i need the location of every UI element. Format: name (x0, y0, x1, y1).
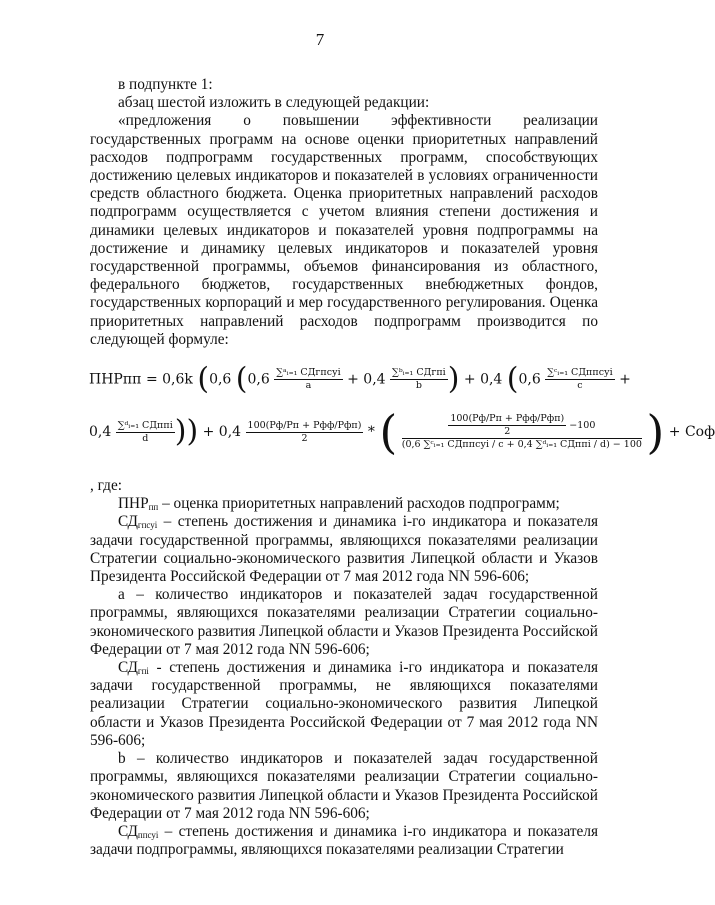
fraction-5: $\frac{\text{100(Рф/Рп + Рфф/Рфп)}}{2}$ (247, 419, 362, 444)
multiply-sign: * (367, 424, 375, 441)
coef: 0,6 (518, 371, 541, 388)
coef: 0,4 (89, 424, 112, 441)
intro-line-1: в подпункте 1: (118, 76, 213, 93)
document-body (89, 76, 715, 859)
coef: + 0,4 (463, 371, 503, 388)
coef: + 0,4 (347, 371, 386, 388)
definition-sdgp: $СД_{гпi}$ - степень достижения и динамика i-го индикатора и показателя задачи государственной программы, не являющихся показателями реализации Стратегии социально-экономического развития Липецкой области и Указов Президента Российской Федерации от 7 мая 2012 года NN 596-606; (90, 659, 598, 749)
definition-b: b – количество индикаторов и показателей задач государственной программы, являющихся показателями реализации Стратегии социально-экономического развития Липецкой области и Указов Президента Российской Федерации от 7 мая 2012 года NN 596-606; (90, 750, 598, 822)
fraction-4: $\frac{\text{∑ᵈᵢ₌₁ СДппi}}{d}$ (117, 419, 173, 444)
formula (89, 361, 715, 475)
definition-sdppsu: $СД_{ппсуi}$ – степень достижения и динамика i-го индикатора и показателя задачи подпрограммы, являющихся показателями реализации Стратегии (90, 822, 598, 859)
formula-tail: + Соф (668, 424, 715, 441)
fraction-2: $\frac{\text{∑ᵇᵢ₌₁ СДгпi}}{b}$ (392, 367, 446, 392)
coef: + 0,4 (202, 424, 242, 441)
definition-pnr: $ПНР_{пп}$ – оценка приоритетных направлений расходов подпрограмм; (118, 495, 560, 513)
page-number: 7 (315, 30, 325, 49)
formula-line-1: ПНРпп = 0,6k (0,6 (0,6 $\frac{\text{∑ᵃᵢ₌₁ СДгпсуi}}{a}$ + 0,4 $\frac{\text{∑ᵇᵢ₌₁ СДгпi}}{b}$ ) + 0,4 (0,6 $\frac{\text{∑ᶜᵢ₌₁ СДппсуi}}{c}$ + (89, 361, 631, 397)
plus-sign: + (619, 371, 631, 388)
formula-line-2: 0,4 $\frac{\text{∑ᵈᵢ₌₁ СДппi}}{d}$ )) + 0,4 $\frac{\text{100(Рф/Рп + Рфф/Рфп)}}{2}$ * ( $\frac{\text{100(Рф/Рп + Рфф/Рфп)}}{2}$ −100 (0,6 ∑ᶜᵢ₌₁ СДппсуi / c + 0,4 ∑ᵈᵢ₌₁ СДппi / d) − 100 ) + Соф (89, 405, 715, 460)
coef: 0,6 (247, 371, 270, 388)
intro-line-2: абзац шестой изложить в следующей редакции: (118, 94, 430, 112)
fraction-1: $\frac{\text{∑ᵃᵢ₌₁ СДгпсуi}}{a}$ (276, 367, 341, 392)
coef: 0,6 (209, 371, 232, 388)
definition-sdgpsu: $СД_{гпсуi}$ – степень достижения и динамика i-го индикатора и показателя задачи государственной программы, являющихся показателями реализации Стратегии социально-экономического развития Липецкой области и Указов Президента Российской Федерации от 7 мая 2012 года NN 596-606; (90, 513, 598, 586)
definition-a: а – количество индикаторов и показателей задач государственной программы, являющихся показателями реализации Стратегии социально-экономического развития Липецкой области и Указов Президента Российской Федерации от 7 мая 2012 года NN 596-606; (90, 586, 598, 658)
formula-lhs: ПНРпп = 0,6k (89, 371, 193, 388)
fraction-6: $\frac{\text{100(Рф/Рп + Рфф/Рфп)}}{2}$ −100 (0,6 ∑ᶜᵢ₌₁ СДппсуi / c + 0,4 ∑ᵈᵢ₌₁ СДппi / d) − 100 (401, 413, 642, 451)
where-label: , где: (90, 477, 122, 495)
main-paragraph: «предложения о повышении эффективности реализации государственных программ на основе оценки приоритетных направлений расходов подпрограмм государственных программ, способствующих достижению целевых индикаторов и показателей в условиях ограниченности средств областного бюджета. Оценка приоритетных направлений расходов подпрограмм осуществляется с учетом влияния степени достижения и динамики целевых индикаторов и показателей уровня подпрограммы на достижение и динамику целевых индикаторов и показателей уровня государственной программы, объемов финансирования из областного, федерального бюджетов, государственных внебюджетных фондов, государственных корпораций и мер государственного регулирования. Оценка приоритетных направлений расходов подпрограмм производится по следующей формуле: (90, 112, 598, 348)
fraction-3: $\frac{\text{∑ᶜᵢ₌₁ СДппсуi}}{c}$ (547, 367, 613, 392)
